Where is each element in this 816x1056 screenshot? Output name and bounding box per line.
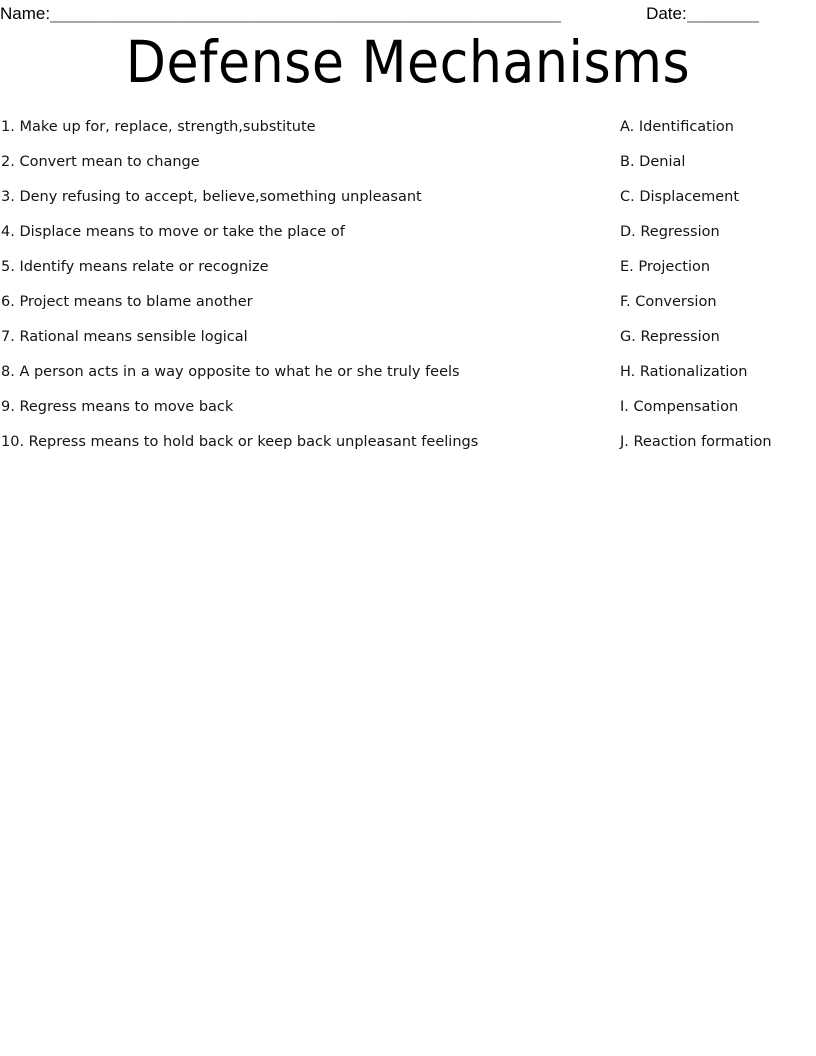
match-row — [0, 320, 816, 355]
answer-item: I. Compensation — [620, 399, 739, 415]
matching-exercise — [0, 110, 816, 460]
match-row — [0, 145, 816, 180]
date-label: Date: — [646, 4, 687, 23]
prompt-item: 10. Repress means to hold back or keep back unpleasant feelings — [1, 434, 479, 450]
prompt-item: 3. Deny refusing to accept, believe,something unpleasant — [1, 189, 422, 205]
prompt-item: 1. Make up for, replace, strength,substitute — [1, 119, 316, 135]
prompt-item: 9. Regress means to move back — [1, 399, 234, 415]
answer-item: C. Displacement — [620, 189, 740, 205]
answer-item: J. Reaction formation — [620, 434, 772, 450]
answer-item: F. Conversion — [620, 294, 717, 310]
match-row — [0, 215, 816, 250]
student-info-header — [0, 0, 816, 28]
prompt-item: 4. Displace means to move or take the place of — [1, 224, 345, 240]
prompt-item: 2. Convert mean to change — [1, 154, 200, 170]
answer-item: A. Identification — [620, 119, 734, 135]
match-row — [0, 355, 816, 390]
answer-item: G. Repression — [620, 329, 720, 345]
page-title: Defense Mechanisms — [125, 28, 691, 96]
answer-item: E. Projection — [620, 259, 711, 275]
prompt-item: 6. Project means to blame another — [1, 294, 253, 310]
answer-item: D. Regression — [620, 224, 720, 240]
name-write-in-line[interactable]: _________________________________________________________ — [50, 4, 561, 23]
name-label: Name: — [0, 4, 51, 23]
match-row — [0, 390, 816, 425]
match-row — [0, 425, 816, 460]
prompt-item: 7. Rational means sensible logical — [1, 329, 248, 345]
match-row — [0, 250, 816, 285]
match-row — [0, 285, 816, 320]
match-row — [0, 110, 816, 145]
match-row — [0, 180, 816, 215]
answer-item: H. Rationalization — [620, 364, 748, 380]
answer-item: B. Denial — [620, 154, 686, 170]
prompt-item: 5. Identify means relate or recognize — [1, 259, 269, 275]
date-write-in-line[interactable]: ________ — [686, 4, 759, 23]
prompt-item: 8. A person acts in a way opposite to what he or she truly feels — [1, 364, 460, 380]
